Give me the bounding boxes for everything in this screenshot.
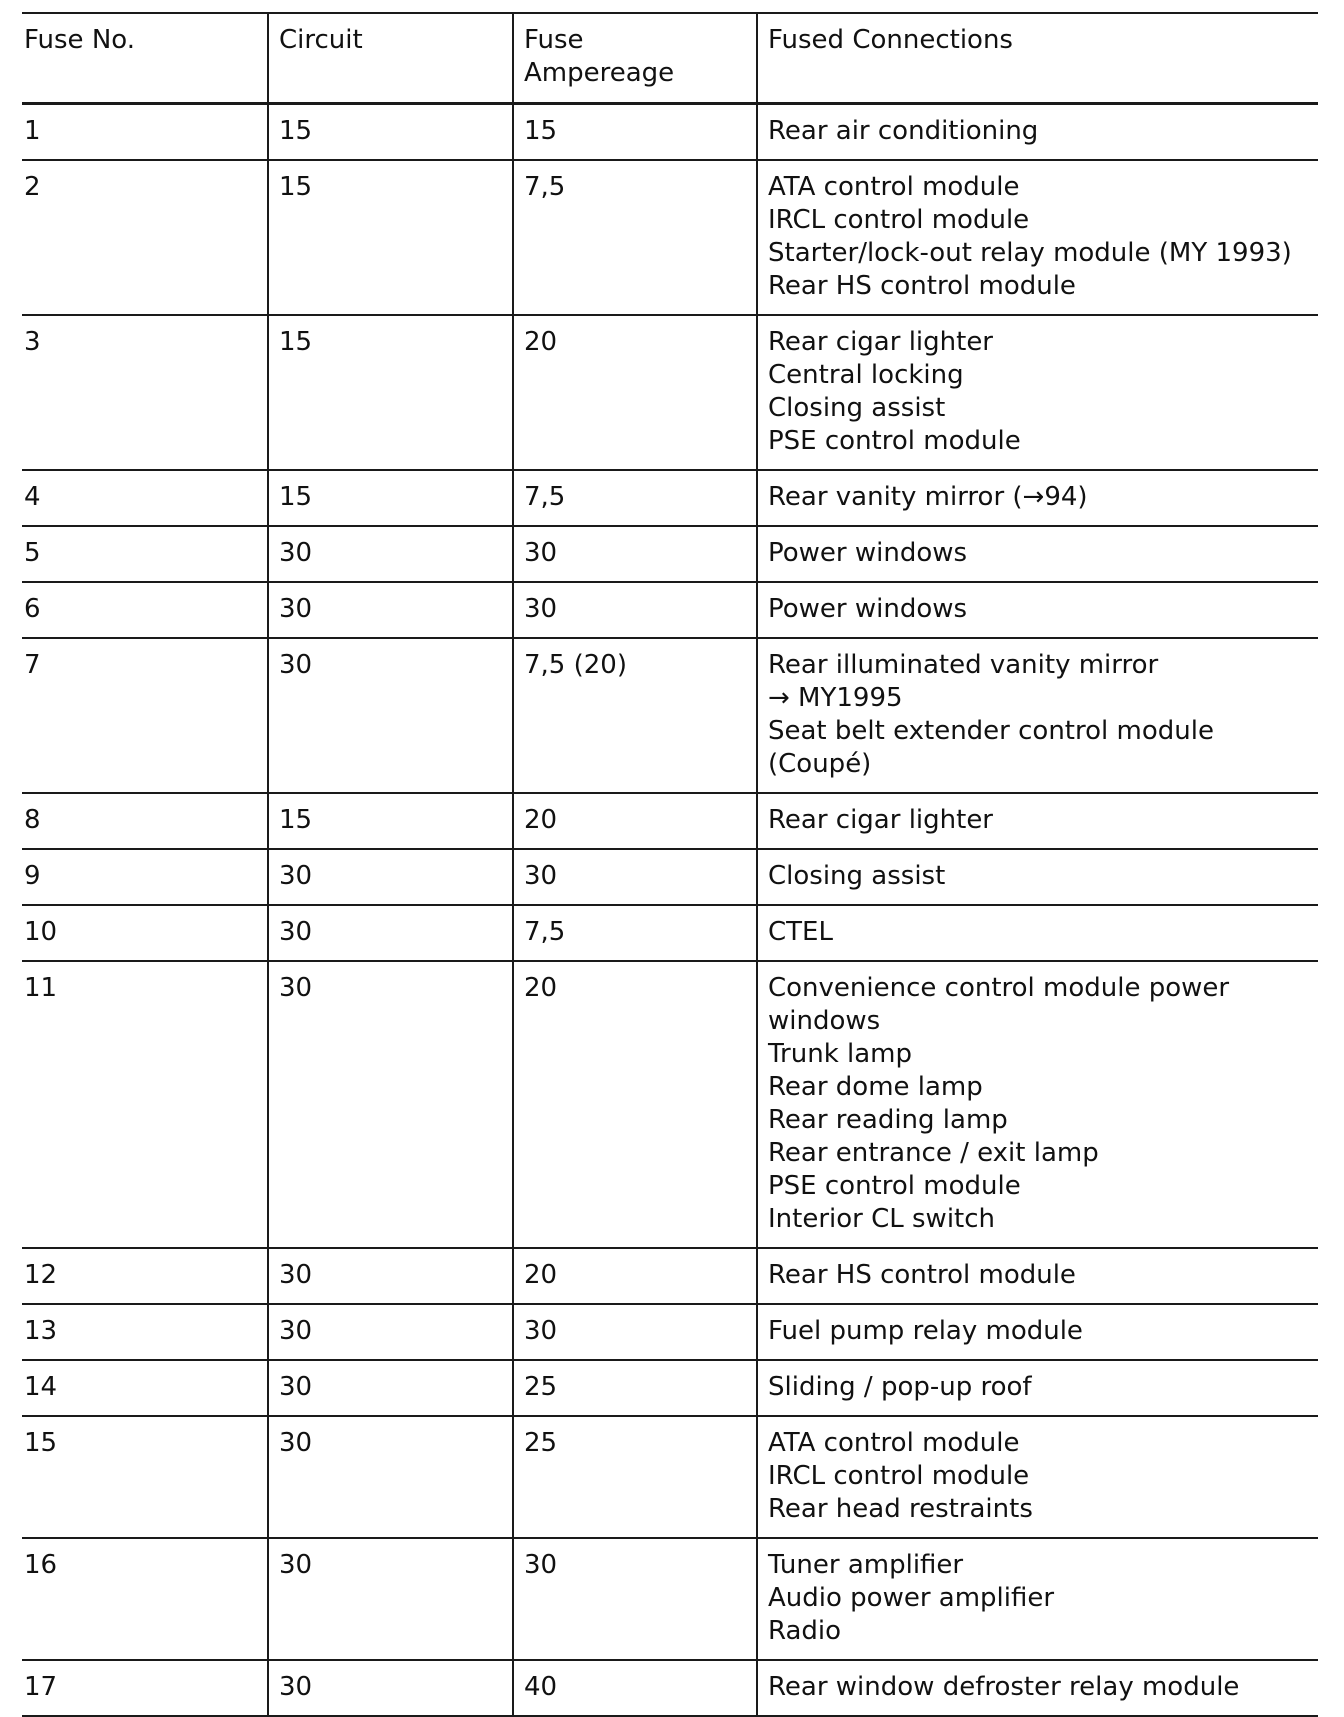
table-row [22, 160, 1318, 315]
fused-connections-cell [757, 526, 1318, 582]
fuse-number-cell: 2 [22, 160, 268, 315]
connection-item: Starter/lock-out relay module (MY 1993) [768, 238, 1292, 268]
fused-connections-cell [757, 961, 1318, 1248]
fuse-number-cell: 3 [22, 315, 268, 470]
circuit-cell: 15 [268, 104, 513, 161]
header-fuse-ampereage: Fuse Ampereage [513, 13, 757, 104]
connection-item: Rear cigar lighter [768, 805, 993, 835]
table-row [22, 1538, 1318, 1660]
fused-connections-cell [757, 849, 1318, 905]
ampereage-cell: 20 [513, 793, 757, 849]
connection-item: Rear cigar lighter [768, 327, 993, 357]
ampereage-cell: 7,5 [513, 470, 757, 526]
connection-item: Fuel pump relay module [768, 1316, 1083, 1346]
ampereage-cell: 20 [513, 1248, 757, 1304]
header-fuse-no: Fuse No. [22, 13, 268, 104]
fuse-number-cell: 7 [22, 638, 268, 793]
circuit-cell: 30 [268, 526, 513, 582]
table-row [22, 315, 1318, 470]
connection-item: Rear air conditioning [768, 116, 1039, 146]
fused-connections-cell [757, 1304, 1318, 1360]
connection-item: Closing assist [768, 861, 946, 891]
connection-item: Interior CL switch [768, 1204, 996, 1234]
ampereage-cell: 30 [513, 526, 757, 582]
connection-item: Power windows [768, 538, 968, 568]
table-row [22, 1416, 1318, 1538]
table-row [22, 1660, 1318, 1716]
connection-item: PSE control module [768, 426, 1021, 456]
fuse-number-cell: 14 [22, 1360, 268, 1416]
table-row [22, 638, 1318, 793]
fuse-number-cell: 16 [22, 1538, 268, 1660]
connection-item: CTEL [768, 917, 833, 947]
ampereage-cell: 40 [513, 1660, 757, 1716]
connection-item: IRCL control module [768, 205, 1030, 235]
circuit-cell: 15 [268, 470, 513, 526]
ampereage-cell: 30 [513, 1538, 757, 1660]
connection-item: Rear entrance / exit lamp [768, 1138, 1099, 1168]
circuit-cell: 30 [268, 961, 513, 1248]
connection-item: Central locking [768, 360, 964, 390]
connection-item: Trunk lamp [768, 1039, 913, 1069]
circuit-cell: 30 [268, 905, 513, 961]
ampereage-cell: 30 [513, 849, 757, 905]
circuit-cell: 30 [268, 849, 513, 905]
table-row [22, 470, 1318, 526]
circuit-cell: 30 [268, 1248, 513, 1304]
ampereage-cell: 7,5 [513, 160, 757, 315]
connection-item: Rear head restraints [768, 1494, 1033, 1524]
fuse-number-cell: 8 [22, 793, 268, 849]
fused-connections-cell [757, 1248, 1318, 1304]
connection-item: Rear vanity mirror (→94) [768, 482, 1088, 512]
fuse-number-cell: 11 [22, 961, 268, 1248]
connection-item: → MY1995 [768, 683, 903, 713]
fuse-number-cell: 15 [22, 1416, 268, 1538]
connection-item: Rear reading lamp [768, 1105, 1008, 1135]
circuit-cell: 30 [268, 582, 513, 638]
fuse-number-cell: 13 [22, 1304, 268, 1360]
fuse-number-cell: 9 [22, 849, 268, 905]
table-row [22, 905, 1318, 961]
connection-item: Closing assist [768, 393, 946, 423]
header-row [22, 13, 1318, 104]
connection-item: Convenience control module power [768, 973, 1230, 1003]
circuit-cell: 15 [268, 160, 513, 315]
table-row [22, 582, 1318, 638]
connection-item: windows [768, 1006, 881, 1036]
fused-connections-cell [757, 1660, 1318, 1716]
connection-item: (Coupé) [768, 749, 872, 779]
header-fused-connections: Fused Connections [757, 13, 1318, 104]
fuse-number-cell: 1 [22, 104, 268, 161]
fuse-number-cell: 12 [22, 1248, 268, 1304]
ampereage-cell: 7,5 [513, 905, 757, 961]
connection-item: Rear window defroster relay module [768, 1672, 1240, 1702]
ampereage-cell: 7,5 (20) [513, 638, 757, 793]
table-header [22, 13, 1318, 104]
connection-item: PSE control module [768, 1171, 1021, 1201]
fused-connections-cell [757, 905, 1318, 961]
fused-connections-cell [757, 1360, 1318, 1416]
ampereage-cell: 25 [513, 1416, 757, 1538]
circuit-cell: 30 [268, 1416, 513, 1538]
circuit-cell: 30 [268, 638, 513, 793]
fuse-number-cell: 10 [22, 905, 268, 961]
connection-item: Rear HS control module [768, 1260, 1076, 1290]
table-row [22, 1304, 1318, 1360]
connection-item: Rear illuminated vanity mirror [768, 650, 1159, 680]
connection-item: Tuner amplifier [768, 1550, 964, 1580]
fused-connections-cell [757, 470, 1318, 526]
fused-connections-cell [757, 638, 1318, 793]
connection-item: Power windows [768, 594, 968, 624]
ampereage-cell: 25 [513, 1360, 757, 1416]
fused-connections-cell [757, 1538, 1318, 1660]
fuse-number-cell: 6 [22, 582, 268, 638]
connection-item: ATA control module [768, 1428, 1020, 1458]
circuit-cell: 30 [268, 1304, 513, 1360]
fused-connections-cell [757, 793, 1318, 849]
table-row [22, 526, 1318, 582]
connection-item: Sliding / pop-up roof [768, 1372, 1032, 1402]
table-row [22, 961, 1318, 1248]
connection-item: Audio power amplifier [768, 1583, 1055, 1613]
header-circuit: Circuit [268, 13, 513, 104]
table-body [22, 104, 1318, 1717]
ampereage-cell: 20 [513, 315, 757, 470]
circuit-cell: 15 [268, 793, 513, 849]
circuit-cell: 15 [268, 315, 513, 470]
fuse-number-cell: 17 [22, 1660, 268, 1716]
ampereage-cell: 30 [513, 1304, 757, 1360]
fused-connections-cell [757, 315, 1318, 470]
fuse-number-cell: 4 [22, 470, 268, 526]
circuit-cell: 30 [268, 1360, 513, 1416]
fused-connections-cell [757, 104, 1318, 161]
table-row [22, 793, 1318, 849]
connection-item: Rear dome lamp [768, 1072, 983, 1102]
fused-connections-cell [757, 1416, 1318, 1538]
ampereage-cell: 20 [513, 961, 757, 1248]
fused-connections-cell [757, 160, 1318, 315]
connection-item: Radio [768, 1616, 842, 1646]
connection-item: ATA control module [768, 172, 1020, 202]
table-row [22, 1248, 1318, 1304]
circuit-cell: 30 [268, 1538, 513, 1660]
connection-item: Rear HS control module [768, 271, 1076, 301]
connection-item: IRCL control module [768, 1461, 1030, 1491]
table-row [22, 1360, 1318, 1416]
fused-connections-cell [757, 582, 1318, 638]
table-row [22, 849, 1318, 905]
connection-item: Seat belt extender control module [768, 716, 1214, 746]
ampereage-cell: 30 [513, 582, 757, 638]
fuse-number-cell: 5 [22, 526, 268, 582]
ampereage-cell: 15 [513, 104, 757, 161]
circuit-cell: 30 [268, 1660, 513, 1716]
table-row [22, 104, 1318, 161]
fuse-table [22, 12, 1318, 1717]
